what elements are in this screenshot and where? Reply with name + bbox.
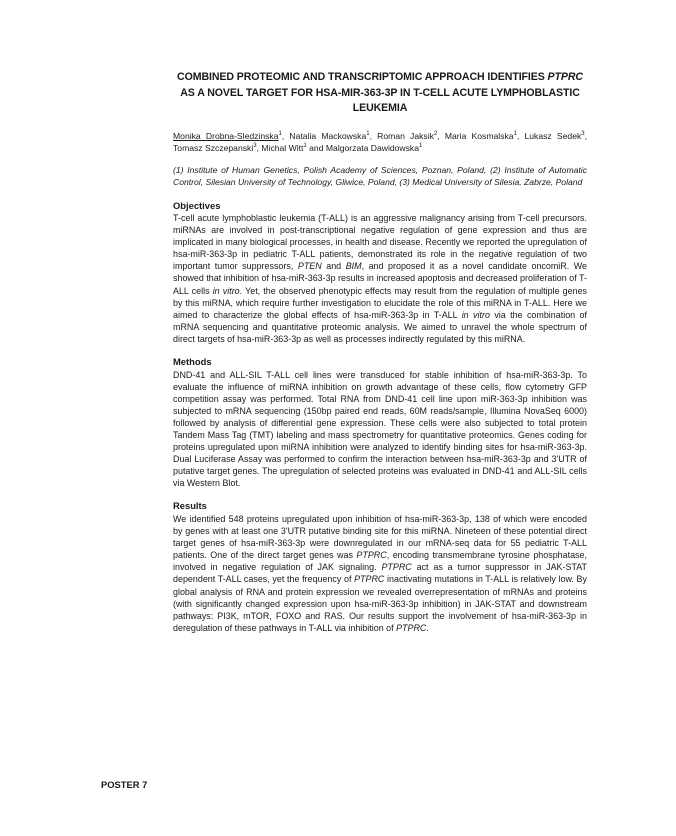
italic-term: PTPRC (354, 574, 385, 585)
text-run: act as a tumor suppressor in JAK-STAT dependent T-ALL cases, yet the frequency of (173, 562, 587, 585)
italic-term: PTPRC (396, 622, 427, 633)
author-name: Roman Jaksik (377, 130, 434, 141)
text-run: and (321, 261, 346, 272)
text-run: . (426, 622, 429, 633)
affiliations: (1) Institute of Human Genetics, Polish Academy of Sciences, Poznan, Poland, (2) Institute of Automatic Control, Silesian University of Technology, Gliwice, Poland, (3) Medical University of Silesia, Zabrze, Poland (173, 164, 587, 187)
abstract-page (173, 70, 587, 634)
text-run: DND-41 and ALL-SIL T-ALL cell lines were transduced for stable inhibition of hsa-miR-363-3p. To evaluate the influence of miRNA inhibition on growth advantage of these cells, flow cytometry GFP competition assay was performed. Total RNA from DND-41 cell line upon miR-363-3p inhibition was subjected to mRNA sequencing (150bp paired end reads, 60M reads/sample, Illumina NovaSeq 6000) followed by analysis of differential gene expression. These cells were also subjected to total protein Tandem Mass Tag (TMT) labeling and mass spectrometry for quantitative proteomics. Genes coding for proteins upregulated upon miRNA inhibition were analyzed to identify binding sites for hsa-miR-363-3p. Dual Luciferase Assay was performed to confirm the interaction between hsa-miR-363-3p and 3'UTR of putative target genes. The upregulation of selected proteins was evaluated in DND-41 and ALL-SIL cells via Western Blot. (173, 369, 587, 489)
methods-heading: Methods (173, 356, 212, 368)
text-run: via the combination of mRNA sequencing and quantitative proteomic analysis. We aimed to unravel the whole spectrum of direct targets of hsa-miR-363-3p as well as processes indirectly regulated by this miRNA. (173, 309, 587, 344)
methods-body (173, 369, 587, 490)
title-gene: PTPRC (547, 71, 583, 83)
author-affiliation-marker: 3 (581, 130, 585, 137)
italic-term: in vitro (461, 309, 490, 320)
author-name: Malgorzata Dawidowska (325, 143, 420, 153)
abstract-title (173, 70, 587, 117)
title-part-2: AS A NOVEL TARGET FOR HSA-MIR-363-3P IN T-CELL ACUTE LYMPHOBLASTIC LEUKEMIA (180, 86, 580, 114)
author-affiliation-marker: 2 (433, 130, 438, 137)
author-name: Natalia Mackowska (289, 130, 367, 141)
italic-term: PTPRC (381, 562, 412, 573)
author-affiliation-marker: 1 (419, 143, 423, 150)
italic-term: PTEN (297, 261, 322, 272)
section-methods (173, 356, 587, 489)
author-affiliation-marker: 1 (278, 130, 282, 137)
author-affiliation-marker: 1 (303, 143, 307, 150)
section-results (173, 500, 587, 633)
text-run: , encoding transmembrane tyrosine phosphatase, involved in negative regulation of JAK signaling. (173, 550, 587, 573)
text-run: We identified 548 proteins upregulated upon inhibition of hsa-miR-363-3p, 138 of which were encoded by genes with at least one 3'UTR putative binding site for this miRNA. Nineteen of these potential direct target genes of hsa-miR-363-3p were downregulated in our mRNA-seq data for 55 pediatric T-ALL patients. One of the direct target genes was (173, 513, 587, 561)
text-run: T-cell acute lymphoblastic leukemia (T-ALL) is an aggressive malignancy arising from T-cell precursors. miRNAs are involved in post-transcriptional negative regulation of gene expression and thus are implicated in many biological processes, in health and disease. Recently we reported the upregulation of hsa-miR-363-3p in pediatric T-ALL patients, demonstrated its role in the negative regulation of two important tumor suppressors, (173, 213, 587, 272)
author-affiliation-marker: 3 (253, 143, 257, 150)
section-objectives (173, 200, 587, 346)
text-run: , and proposed it as a novel candidate oncomiR. We showed that inhibition of hsa-miR-363-3p results in increased apoptosis and decreased proliferation of T-ALL cells (173, 261, 588, 296)
results-heading: Results (173, 500, 207, 512)
author-name: Monika Drobna-Sledzinska (173, 130, 279, 141)
text-run: inactivating mutations in T-ALL is relatively low. By global analysis of RNA and protein expression we revealed overrepresentation of mRNAs and proteins (with significantly changed expression upon hsa-miR-363-3p inhibition) in JAK-STAT and downstream pathways: PI3K, mTOR, FOXO and RAS. Our results support the involvement of hsa-miR-363-3p in deregulation of these pathways in T-ALL via inhibition of (173, 574, 587, 633)
author-name: Tomasz Szczepanski (173, 143, 254, 153)
results-body (173, 513, 587, 634)
objectives-heading: Objectives (173, 199, 221, 211)
text-run: . Yet, the observed phenotypic effects may result from the regulation of multiple genes by this miRNA, which require further investigation to elucidate the role of this miRNA in T-ALL. Here we aimed to characterize the global effects of hsa-miR-363-3p in T-ALL (173, 285, 588, 320)
objectives-body (173, 212, 587, 345)
author-name: Maria Kosmalska (444, 130, 514, 141)
italic-term: in vitro (212, 285, 240, 296)
author-list: Monika Drobna-Sledzinska$^1$, Natalia Mackowska$^1$, Roman Jaksik$^2$, Maria Kosmalska$^1$, Lukasz Sedek$^3$, Tomasz Szczepanski$^3$, Michal Witt$^1$ and Malgorzata Dawidowska$^1$ (173, 130, 587, 153)
italic-term: PTPRC (356, 550, 387, 561)
author-name: Michal Witt (261, 143, 304, 153)
title-part-1: COMBINED PROTEOMIC AND TRANSCRIPTOMIC APPROACH IDENTIFIES (177, 71, 548, 83)
author-name: Lukasz Sedek (524, 130, 582, 141)
author-affiliation-marker: 1 (366, 130, 370, 137)
italic-term: BIM (345, 261, 362, 272)
poster-label: POSTER 7 (101, 779, 148, 790)
author-affiliation-marker: 1 (513, 130, 517, 137)
